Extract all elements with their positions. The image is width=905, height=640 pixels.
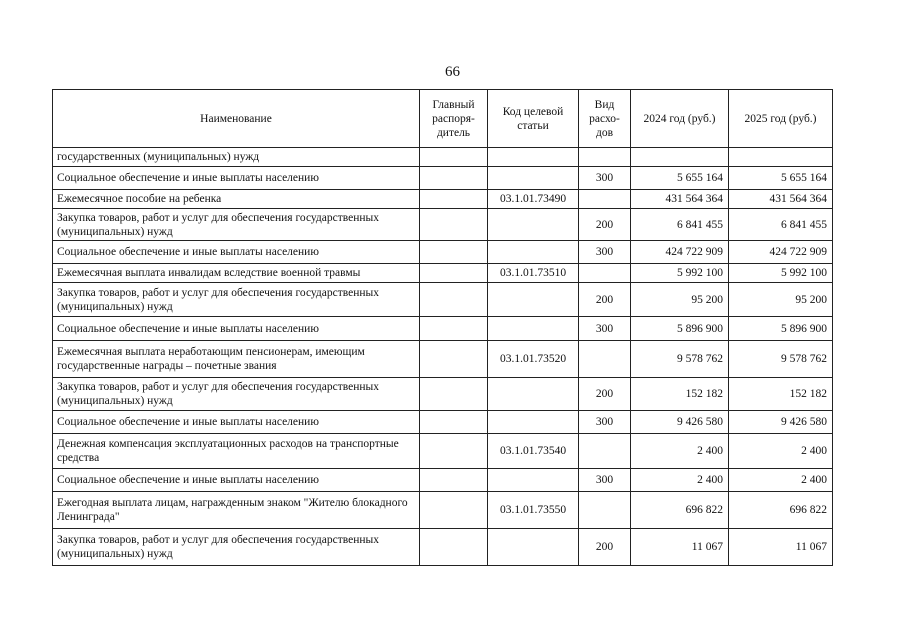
row-name: Денежная компенсация эксплуатационных расходов на транспортные средства bbox=[53, 434, 420, 469]
row-name: Закупка товаров, работ и услуг для обеспечения государственных (муниципальных) нужд bbox=[53, 283, 420, 317]
row-manager bbox=[420, 492, 488, 529]
row-amount-2024: 696 822 bbox=[631, 492, 729, 529]
row-manager bbox=[420, 264, 488, 283]
row-amount-2025: 431 564 364 bbox=[729, 190, 833, 209]
row-amount-2024: 5 992 100 bbox=[631, 264, 729, 283]
row-expense-type bbox=[579, 341, 631, 378]
row-expense-type: 300 bbox=[579, 167, 631, 190]
row-name: Ежемесячная выплата инвалидам вследствие военной травмы bbox=[53, 264, 420, 283]
table-row bbox=[53, 378, 833, 411]
table-row bbox=[53, 190, 833, 209]
row-target-code: 03.1.01.73520 bbox=[488, 341, 579, 378]
budget-table-container bbox=[52, 89, 833, 566]
row-name: Закупка товаров, работ и услуг для обеспечения государственных (муниципальных) нужд bbox=[53, 209, 420, 241]
row-amount-2025: 95 200 bbox=[729, 283, 833, 317]
header-expense-type: Вид расхо-дов bbox=[579, 90, 631, 148]
row-target-code bbox=[488, 378, 579, 411]
header-name: Наименование bbox=[53, 90, 420, 148]
row-name: Закупка товаров, работ и услуг для обеспечения государственных (муниципальных) нужд bbox=[53, 378, 420, 411]
row-manager bbox=[420, 209, 488, 241]
row-target-code bbox=[488, 209, 579, 241]
table-row bbox=[53, 209, 833, 241]
row-target-code bbox=[488, 529, 579, 566]
row-name: Закупка товаров, работ и услуг для обеспечения государственных (муниципальных) нужд bbox=[53, 529, 420, 566]
row-amount-2024: 5 655 164 bbox=[631, 167, 729, 190]
row-expense-type bbox=[579, 264, 631, 283]
row-target-code bbox=[488, 469, 579, 492]
row-manager bbox=[420, 283, 488, 317]
row-manager bbox=[420, 167, 488, 190]
row-target-code bbox=[488, 167, 579, 190]
row-expense-type: 300 bbox=[579, 317, 631, 341]
row-manager bbox=[420, 241, 488, 264]
header-year-2024: 2024 год (руб.) bbox=[631, 90, 729, 148]
table-row bbox=[53, 148, 833, 167]
row-name: Ежемесячная выплата неработающим пенсионерам, имеющим государственные награды – почетные звания bbox=[53, 341, 420, 378]
row-amount-2024: 95 200 bbox=[631, 283, 729, 317]
table-row bbox=[53, 492, 833, 529]
row-amount-2025 bbox=[729, 148, 833, 167]
row-expense-type bbox=[579, 492, 631, 529]
row-manager bbox=[420, 411, 488, 434]
row-expense-type: 300 bbox=[579, 469, 631, 492]
header-target-code: Код целевой статьи bbox=[488, 90, 579, 148]
row-amount-2025: 424 722 909 bbox=[729, 241, 833, 264]
row-amount-2025: 152 182 bbox=[729, 378, 833, 411]
row-name: Социальное обеспечение и иные выплаты населению bbox=[53, 469, 420, 492]
row-expense-type: 200 bbox=[579, 529, 631, 566]
row-manager bbox=[420, 434, 488, 469]
row-amount-2024: 5 896 900 bbox=[631, 317, 729, 341]
row-amount-2025: 2 400 bbox=[729, 434, 833, 469]
row-target-code: 03.1.01.73550 bbox=[488, 492, 579, 529]
row-amount-2024: 2 400 bbox=[631, 469, 729, 492]
row-amount-2025: 9 426 580 bbox=[729, 411, 833, 434]
row-expense-type bbox=[579, 434, 631, 469]
row-amount-2025: 5 992 100 bbox=[729, 264, 833, 283]
table-row bbox=[53, 264, 833, 283]
page-number: 66 bbox=[445, 64, 460, 80]
table-row bbox=[53, 411, 833, 434]
table-row bbox=[53, 341, 833, 378]
row-amount-2025: 9 578 762 bbox=[729, 341, 833, 378]
row-amount-2024: 6 841 455 bbox=[631, 209, 729, 241]
row-name: Социальное обеспечение и иные выплаты населению bbox=[53, 411, 420, 434]
row-manager bbox=[420, 469, 488, 492]
row-amount-2025: 11 067 bbox=[729, 529, 833, 566]
table-row bbox=[53, 241, 833, 264]
table-row bbox=[53, 167, 833, 190]
row-amount-2025: 2 400 bbox=[729, 469, 833, 492]
table-body bbox=[53, 148, 833, 566]
row-name: Социальное обеспечение и иные выплаты населению bbox=[53, 167, 420, 190]
row-manager bbox=[420, 341, 488, 378]
row-amount-2025: 696 822 bbox=[729, 492, 833, 529]
table-row bbox=[53, 283, 833, 317]
budget-table bbox=[52, 89, 833, 566]
row-amount-2025: 6 841 455 bbox=[729, 209, 833, 241]
row-target-code bbox=[488, 241, 579, 264]
row-amount-2025: 5 896 900 bbox=[729, 317, 833, 341]
row-manager bbox=[420, 529, 488, 566]
table-row bbox=[53, 529, 833, 566]
row-amount-2024: 9 426 580 bbox=[631, 411, 729, 434]
row-target-code bbox=[488, 411, 579, 434]
row-expense-type: 200 bbox=[579, 283, 631, 317]
row-name: государственных (муниципальных) нужд bbox=[53, 148, 420, 167]
row-expense-type: 200 bbox=[579, 209, 631, 241]
table-row bbox=[53, 434, 833, 469]
row-target-code: 03.1.01.73490 bbox=[488, 190, 579, 209]
row-name: Ежегодная выплата лицам, награжденным знаком "Жителю блокадного Ленинграда" bbox=[53, 492, 420, 529]
row-expense-type: 300 bbox=[579, 241, 631, 264]
table-row bbox=[53, 469, 833, 492]
row-manager bbox=[420, 378, 488, 411]
row-amount-2024: 424 722 909 bbox=[631, 241, 729, 264]
table-header-row bbox=[53, 90, 833, 148]
row-target-code: 03.1.01.73540 bbox=[488, 434, 579, 469]
row-target-code bbox=[488, 283, 579, 317]
row-amount-2024: 9 578 762 bbox=[631, 341, 729, 378]
row-amount-2024 bbox=[631, 148, 729, 167]
row-target-code: 03.1.01.73510 bbox=[488, 264, 579, 283]
row-name: Социальное обеспечение и иные выплаты населению bbox=[53, 317, 420, 341]
row-amount-2025: 5 655 164 bbox=[729, 167, 833, 190]
row-amount-2024: 152 182 bbox=[631, 378, 729, 411]
row-manager bbox=[420, 190, 488, 209]
row-amount-2024: 2 400 bbox=[631, 434, 729, 469]
header-year-2025: 2025 год (руб.) bbox=[729, 90, 833, 148]
row-amount-2024: 431 564 364 bbox=[631, 190, 729, 209]
row-target-code bbox=[488, 317, 579, 341]
row-manager bbox=[420, 148, 488, 167]
table-row bbox=[53, 317, 833, 341]
row-expense-type bbox=[579, 190, 631, 209]
row-amount-2024: 11 067 bbox=[631, 529, 729, 566]
row-expense-type: 300 bbox=[579, 411, 631, 434]
row-manager bbox=[420, 317, 488, 341]
row-name: Социальное обеспечение и иные выплаты населению bbox=[53, 241, 420, 264]
header-manager: Главный распоря-дитель bbox=[420, 90, 488, 148]
row-target-code bbox=[488, 148, 579, 167]
row-expense-type bbox=[579, 148, 631, 167]
row-expense-type: 200 bbox=[579, 378, 631, 411]
row-name: Ежемесячное пособие на ребенка bbox=[53, 190, 420, 209]
